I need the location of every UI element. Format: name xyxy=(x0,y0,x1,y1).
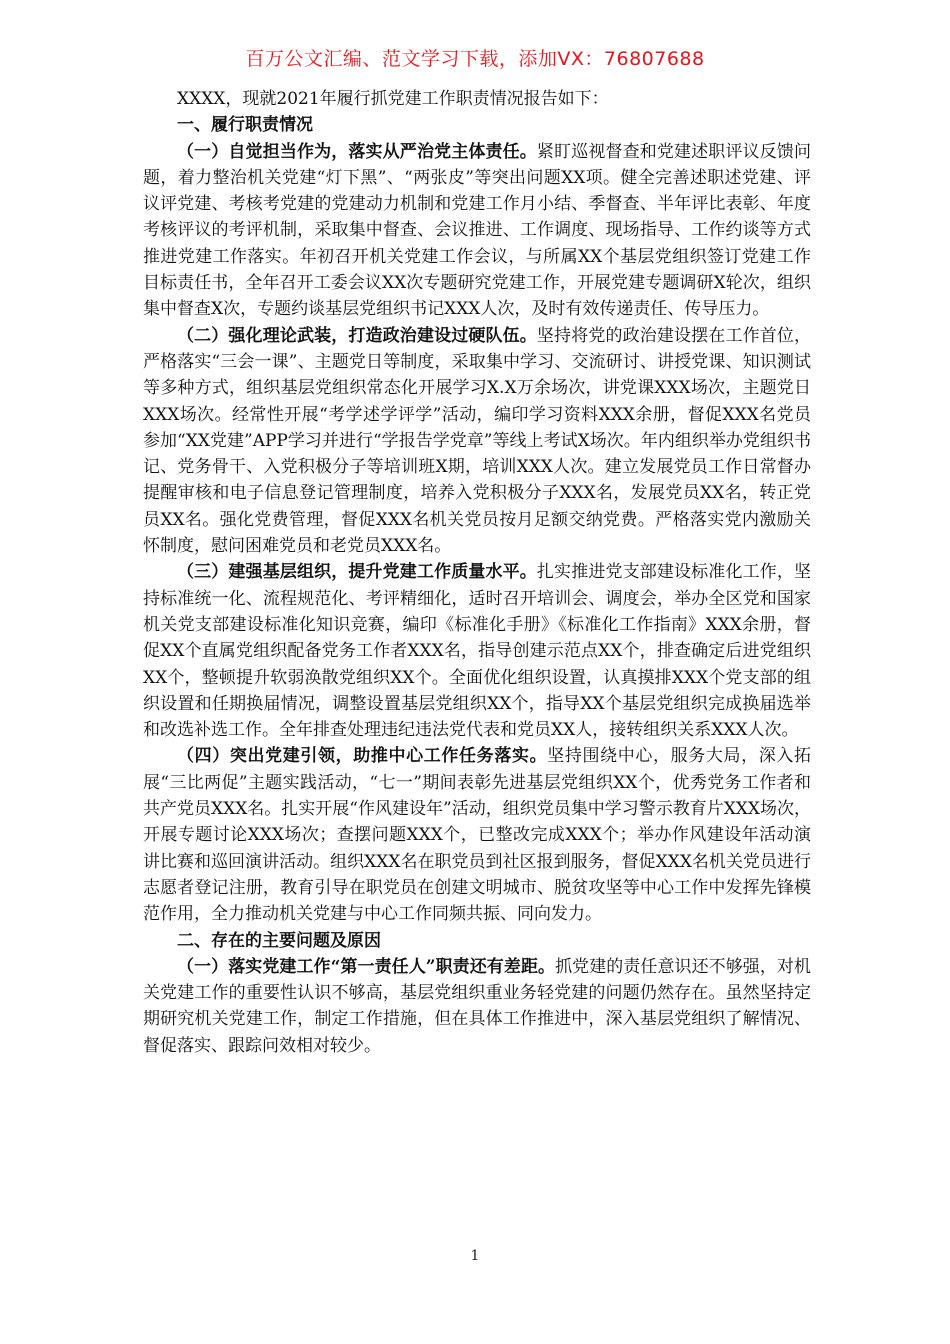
section-heading: 二、存在的主要问题及原因 xyxy=(177,930,381,951)
paragraph-lead: （二）强化理论武装，打造政治建设过硬队伍。 xyxy=(177,325,537,346)
paragraph-lead: （三）建强基层组织，提升党建工作质量水平。 xyxy=(177,562,537,583)
paragraph-text: 抓党建的责任意识还不够强，对机关党建工作的重要性认识不够高，基层党组织重业务轻党建的问题仍然存在。虽然坚持定期研究机关党建工作，制定工作措施，但在具体工作推进中，深入基层党组织了解情况、督促落实、跟踪问效相对较少。 xyxy=(143,956,811,1056)
section-heading: 一、履行职责情况 xyxy=(177,115,313,136)
paragraph xyxy=(143,323,811,560)
document-body xyxy=(143,86,811,1059)
paragraph-text: 紧盯巡视督查和党建述职评议反馈问题，着力整治机关党建“灯下黑”、“两张皮”等突出问题XX项。健全完善述职述党建、评议评党建、考核考党建的党建动力机制和党建工作月小结、季督查、半年评比表彰、年度考核评议的考评机制，采取集中督查、会议推进、工作调度、现场指导、工作约谈等方式推进党建工作落实。年初召开机关党建工作会议，与所属XX个基层党组织签订党建工作目标责任书，全年召开工委会议XX次专题研究党建工作，开展党建专题调研X轮次，组织集中督查X次，专题约谈基层党组织书记XXX人次，及时有效传递责任、传导压力。 xyxy=(143,141,812,320)
paragraph-text: 扎实推进党支部建设标准化工作，坚持标准统一化、流程规范化、考评精细化，适时召开培训会、调度会，举办全区党和国家机关党支部建设标准化知识竞赛，编印《标准化手册》《标准化工作指南》XXX余册，督促XX个直属党组织配备党务工作者XXX名，指导创建示范点XX个，排查确定后进党组织XX个，整顿提升软弱涣散党组织XX个。全面优化组织设置，认真摸排XXX个党支部的组织设置和任期换届情况，调整设置基层党组织XX个，指导XX个基层党组织完成换届选举和改选补选工作。全年排查处理违纪违法党代表和党员XX人，接转组织关系XXX人次。 xyxy=(143,562,812,741)
page-number: 1 xyxy=(470,1248,480,1264)
paragraph-lead: （一）落实党建工作“第一责任人”职责还有差距。 xyxy=(177,956,556,977)
paragraph xyxy=(143,139,811,323)
paragraph xyxy=(143,954,811,1059)
paragraph xyxy=(143,559,811,743)
paragraph xyxy=(143,743,811,927)
paragraph-lead: （四）突出党建引领，助推中心工作任务落实。 xyxy=(177,746,548,767)
paragraph-text: 坚持将党的政治建设摆在工作首位，严格落实“三会一课”、主题党日等制度，采取集中学习、交流研讨、讲授党课、知识测试等多种方式，组织基层党组织常态化开展学习X.X万余场次，讲党课XXX场次，主题党日XXX场次。经常性开展“考学述学评学”活动，编印学习资料XXX余册，督促XXX名党员参加“XX党建”APP学习并进行“学报告学党章”等线上考试X场次。年内组织举办党组织书记、党务骨干、入党积极分子等培训班X期，培训XXX人次。建立发展党员工作日常督办提醒审核和电子信息登记管理制度，培养入党积极分子XXX名，发展党员XX名，转正党员XX名。强化党费管理，督促XXX名机关党员按月足额交纳党费。严格落实党内激励关怀制度，慰问困难党员和老党员XXX名。 xyxy=(143,325,812,557)
watermark-banner: 百万公文汇编、范文学习下载，添加VX：76807688 xyxy=(245,48,705,70)
paragraph-text: 坚持围绕中心，服务大局，深入拓展“三比两促”主题实践活动，“七一”期间表彰先进基层党组织XX个，优秀党务工作者和共产党员XXX名。扎实开展“作风建设年”活动，组织党员集中学习警示教育片XXX场次，开展专题讨论XXX场次；查摆问题XXX个，已整改完成XXX个；举办作风建设年活动演讲比赛和巡回演讲活动。组织XXX名在职党员到社区报到服务，督促XXX名机关党员进行志愿者登记注册，教育引导在职党员在创建文明城市、脱贫攻坚等中心工作中发挥先锋模范作用，全力推动机关党建与中心工作同频共振、同向发力。 xyxy=(143,746,812,925)
paragraph-lead: （一）自觉担当作为，落实从严治党主体责任。 xyxy=(177,141,537,162)
intro-paragraph: XXXX，现就2021年履行抓党建工作职责情况报告如下： xyxy=(177,89,609,109)
